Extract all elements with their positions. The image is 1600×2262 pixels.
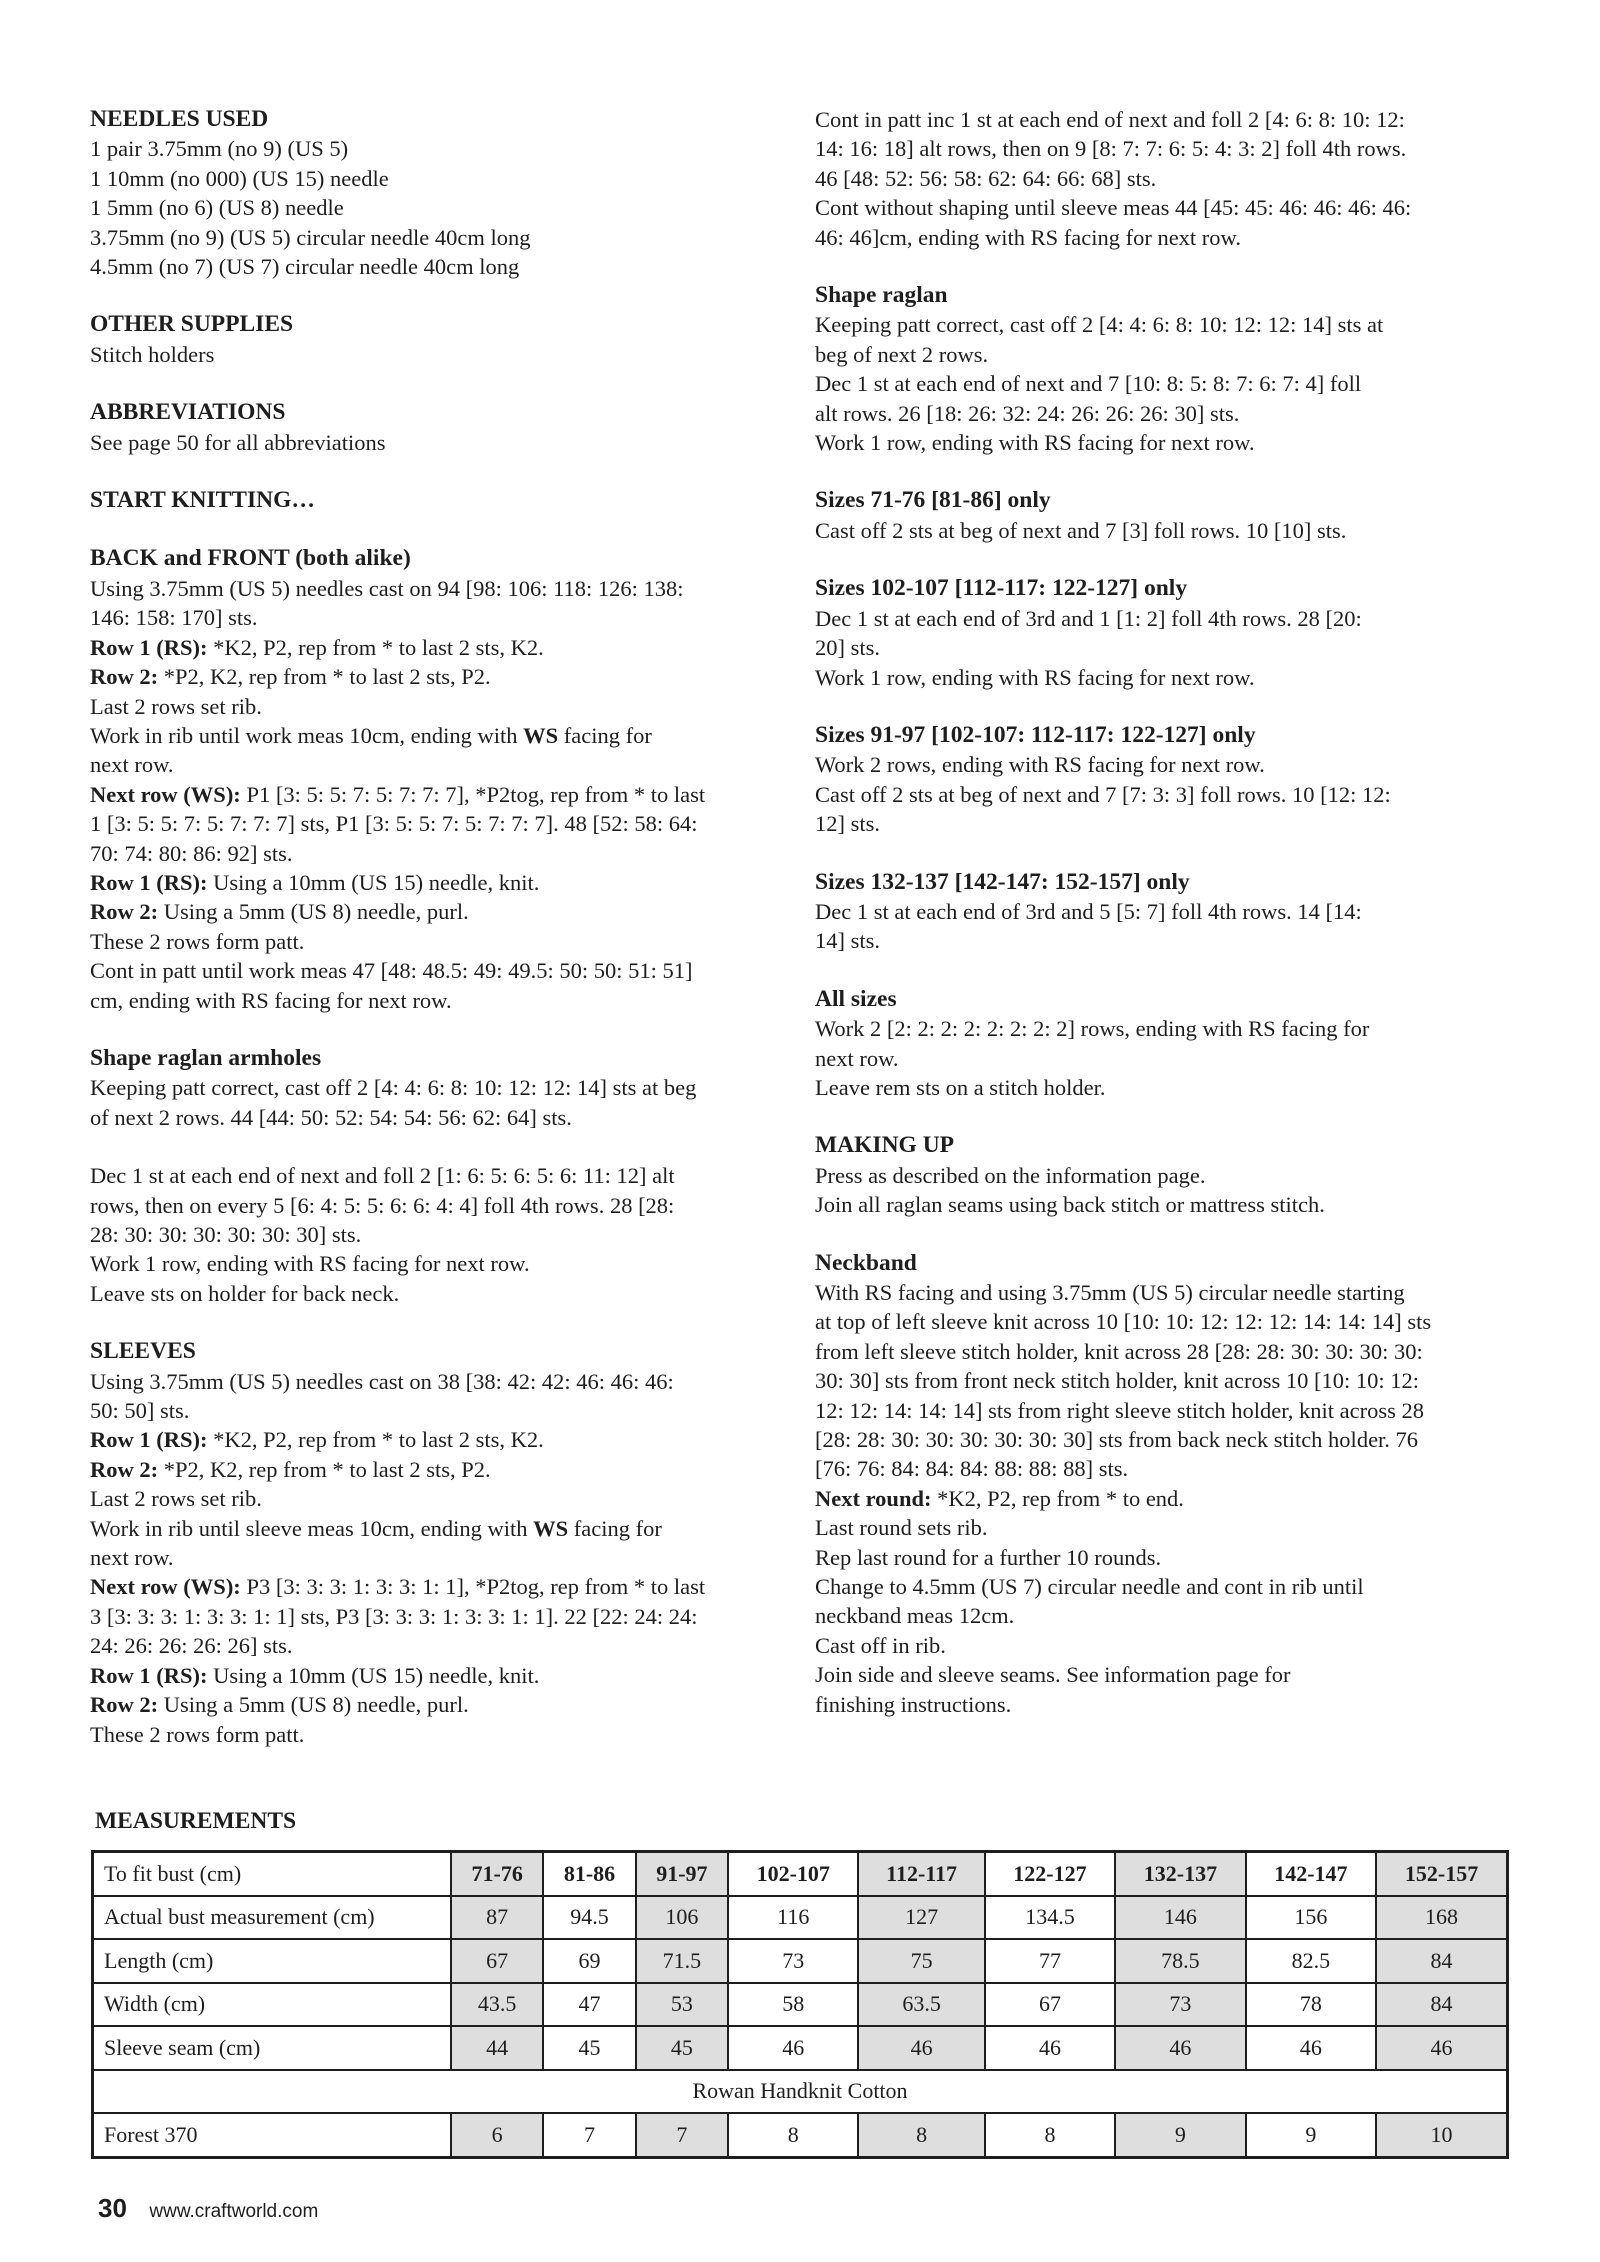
value-cell: 73: [728, 1939, 858, 1983]
value-cell: 82.5: [1246, 1939, 1376, 1983]
text-line: Join side and sleeve seams. See information page for: [815, 1662, 1291, 1688]
text-line: Join all raglan seams using back stitch or mattress stitch.: [815, 1192, 1325, 1218]
yarn-amount-row: [93, 2113, 1508, 2157]
yarn-name-row: [93, 2070, 1508, 2114]
size-cell: 152-157: [1376, 1852, 1507, 1896]
section-heading: Shape raglan armholes: [90, 1044, 322, 1071]
text-line: Keeping patt correct, cast off 2 [4: 4: 6: 8: 10: 12: 12: 14] sts at: [815, 312, 1384, 338]
value-cell: 156: [1246, 1896, 1376, 1940]
value-cell: 46: [858, 2026, 984, 2070]
section-heading: BACK and FRONT (both alike): [90, 545, 411, 572]
measurements-table: [91, 1850, 1509, 2159]
section: [90, 105, 790, 281]
value-cell: 53: [636, 1983, 728, 2027]
text-line: 24: 26: 26: 26: 26] sts.: [90, 1633, 293, 1659]
text-line: 14] sts.: [815, 928, 881, 954]
value-cell: 58: [728, 1983, 858, 2027]
text-line: Rep last round for a further 10 rounds.: [815, 1544, 1162, 1570]
section: [90, 544, 790, 1015]
text-line: These 2 rows form patt.: [90, 928, 305, 954]
section: [90, 1161, 790, 1308]
text-line: next row.: [90, 1545, 174, 1571]
text-line: See page 50 for all abbreviations: [90, 429, 386, 455]
text-line: from left sleeve stitch holder, knit across 28 [28: 28: 30: 30: 30: 30:: [815, 1338, 1423, 1364]
yarn-name: Rowan Handknit Cotton: [93, 2070, 1508, 2114]
text-line: 146: 158: 170] sts.: [90, 605, 258, 631]
value-cell: 46: [728, 2026, 858, 2070]
text-line: 46: 46]cm, ending with RS facing for next row.: [815, 224, 1241, 250]
row-label: To fit bust (cm): [93, 1852, 452, 1896]
value-cell: 6: [451, 2113, 543, 2157]
text-line: Work 2 rows, ending with RS facing for next row.: [815, 752, 1265, 778]
text-line: Using 3.75mm (US 5) needles cast on 38 [38: 42: 42: 46: 46: 46:: [90, 1368, 674, 1394]
value-cell: 69: [543, 1939, 635, 1983]
value-cell: 9: [1115, 2113, 1245, 2157]
text-line: next row.: [90, 752, 174, 778]
text-line: These 2 rows form patt.: [90, 1721, 305, 1747]
value-cell: 77: [985, 1939, 1115, 1983]
value-cell: 45: [636, 2026, 728, 2070]
section-heading: MAKING UP: [815, 1132, 955, 1159]
text-line: Row 1 (RS): Using a 10mm (US 15) needle, knit.: [90, 1662, 540, 1688]
text-line: 30: 30] sts from front neck stitch holder, knit across 10 [10: 10: 12:: [815, 1368, 1420, 1394]
text-line: 3 [3: 3: 3: 1: 3: 3: 1: 1] sts, P3 [3: 3: 3: 1: 3: 3: 1: 1]. 22 [22: 24: 24:: [90, 1603, 698, 1629]
size-cell: 71-76: [451, 1852, 543, 1896]
text-line: 1 [3: 5: 5: 7: 5: 7: 7: 7] sts, P1 [3: 5: 5: 7: 5: 7: 7: 7]. 48 [52: 58: 64:: [90, 811, 698, 837]
size-cell: 81-86: [543, 1852, 635, 1896]
page-number: 30: [98, 2193, 127, 2223]
row-label: Actual bust measurement (cm): [93, 1896, 452, 1940]
section-heading: Sizes 132-137 [142-147: 152-157] only: [815, 868, 1190, 895]
text-line: Cont in patt inc 1 st at each end of next and foll 2 [4: 6: 8: 10: 12:: [815, 107, 1405, 132]
text-line: finishing instructions.: [815, 1691, 1012, 1717]
size-cell: 132-137: [1115, 1852, 1245, 1896]
right-column: [815, 105, 1515, 1748]
value-cell: 46: [985, 2026, 1115, 2070]
text-line: neckband meas 12cm.: [815, 1603, 1015, 1629]
value-cell: 106: [636, 1896, 728, 1940]
text-line: at top of left sleeve knit across 10 [10: 10: 12: 12: 12: 14: 14: 14] sts: [815, 1309, 1432, 1335]
text-line: Row 1 (RS): Using a 10mm (US 15) needle, knit.: [90, 869, 540, 895]
value-cell: 44: [451, 2026, 543, 2070]
text-line: of next 2 rows. 44 [44: 50: 52: 54: 54: 56: 62: 64] sts.: [90, 1104, 572, 1130]
text-line: Row 1 (RS): *K2, P2, rep from * to last 2 sts, K2.: [90, 634, 544, 660]
section-heading: NEEDLES USED: [90, 106, 269, 132]
size-cell: 122-127: [985, 1852, 1115, 1896]
value-cell: 127: [858, 1896, 984, 1940]
text-line: Next round: *K2, P2, rep from * to end.: [815, 1485, 1184, 1511]
value-cell: 67: [985, 1983, 1115, 2027]
size-header-row: [93, 1852, 1508, 1896]
size-cell: 142-147: [1246, 1852, 1376, 1896]
text-line: 3.75mm (no 9) (US 5) circular needle 40cm long: [90, 224, 531, 250]
text-line: 4.5mm (no 7) (US 7) circular needle 40cm long: [90, 254, 520, 280]
left-column: [90, 105, 790, 1778]
value-cell: 9: [1246, 2113, 1376, 2157]
section-heading: Neckband: [815, 1249, 917, 1276]
size-cell: 102-107: [728, 1852, 858, 1896]
value-cell: 71.5: [636, 1939, 728, 1983]
value-cell: 84: [1376, 1983, 1507, 2027]
text-line: Last round sets rib.: [815, 1515, 988, 1541]
row-label: Sleeve seam (cm): [93, 2026, 452, 2070]
text-line: next row.: [815, 1045, 899, 1071]
value-cell: 116: [728, 1896, 858, 1940]
value-cell: 8: [728, 2113, 858, 2157]
text-line: Row 1 (RS): *K2, P2, rep from * to last 2 sts, K2.: [90, 1427, 544, 1453]
text-line: Dec 1 st at each end of next and 7 [10: 8: 5: 8: 7: 6: 7: 4] foll: [815, 371, 1362, 397]
value-cell: 134.5: [985, 1896, 1115, 1940]
text-line: Keeping patt correct, cast off 2 [4: 4: 6: 8: 10: 12: 12: 14] sts at beg: [90, 1075, 697, 1101]
section: [90, 1337, 790, 1749]
text-line: Work in rib until sleeve meas 10cm, ending with WS facing for: [90, 1515, 662, 1541]
value-cell: 8: [985, 2113, 1115, 2157]
section-heading: ABBREVIATIONS: [90, 399, 286, 426]
value-cell: 47: [543, 1983, 635, 2027]
value-cell: 73: [1115, 1983, 1245, 2027]
text-line: With RS facing and using 3.75mm (US 5) circular needle starting: [815, 1280, 1405, 1305]
value-cell: 78.5: [1115, 1939, 1245, 1983]
text-line: Last 2 rows set rib.: [90, 1486, 262, 1512]
row-label: Length (cm): [93, 1939, 452, 1983]
section-heading: Sizes 91-97 [102-107: 112-117: 122-127] only: [815, 721, 1256, 748]
text-line: 12] sts.: [815, 811, 881, 837]
value-cell: 78: [1246, 1983, 1376, 2027]
text-line: Dec 1 st at each end of 3rd and 5 [5: 7] foll 4th rows. 14 [14:: [815, 898, 1362, 924]
section: [815, 105, 1515, 252]
section: [815, 721, 1515, 839]
text-line: 1 5mm (no 6) (US 8) needle: [90, 195, 344, 221]
text-line: [76: 76: 84: 84: 84: 88: 88: 88] sts.: [815, 1456, 1129, 1482]
text-line: 70: 74: 80: 86: 92] sts.: [90, 840, 293, 866]
section-heading: Sizes 71-76 [81-86] only: [815, 487, 1051, 514]
section-heading: Shape raglan: [815, 282, 948, 309]
row-label: Width (cm): [93, 1983, 452, 2027]
text-line: Row 2: *P2, K2, rep from * to last 2 sts, P2.: [90, 1456, 491, 1482]
text-line: Leave sts on holder for back neck.: [90, 1280, 400, 1306]
text-line: Press as described on the information page.: [815, 1162, 1206, 1188]
size-cell: 112-117: [858, 1852, 984, 1896]
text-line: cm, ending with RS facing for next row.: [90, 987, 452, 1013]
text-line: 46 [48: 52: 56: 58: 62: 64: 66: 68] sts.: [815, 165, 1157, 191]
section: [815, 574, 1515, 692]
section: [815, 486, 1515, 545]
size-cell: 91-97: [636, 1852, 728, 1896]
text-line: Cast off 2 sts at beg of next and 7 [7: 3: 3] foll rows. 10 [12: 12:: [815, 781, 1391, 807]
text-line: rows, then on every 5 [6: 4: 5: 5: 6: 6: 4: 4] foll 4th rows. 28 [28:: [90, 1192, 675, 1218]
text-line: Row 2: Using a 5mm (US 8) needle, purl.: [90, 1692, 469, 1718]
text-line: Row 2: Using a 5mm (US 8) needle, purl.: [90, 899, 469, 925]
measurement-row: [93, 1983, 1508, 2027]
text-line: Using 3.75mm (US 5) needles cast on 94 [98: 106: 118: 126: 138:: [90, 575, 684, 601]
measurements-title: MEASUREMENTS: [95, 1808, 297, 1834]
section: [815, 868, 1515, 956]
text-line: Last 2 rows set rib.: [90, 693, 262, 719]
text-line: alt rows. 26 [18: 26: 32: 24: 26: 26: 26: 30] sts.: [815, 400, 1240, 426]
value-cell: 8: [858, 2113, 984, 2157]
text-line: Dec 1 st at each end of next and foll 2 [1: 6: 5: 6: 5: 6: 11: 12] alt: [90, 1163, 675, 1189]
value-cell: 46: [1376, 2026, 1507, 2070]
row-label: Forest 370: [93, 2113, 452, 2157]
text-line: 1 10mm (no 000) (US 15) needle: [90, 165, 389, 191]
text-line: 28: 30: 30: 30: 30: 30: 30] sts.: [90, 1222, 362, 1247]
page-footer: [98, 2193, 318, 2224]
value-cell: 7: [543, 2113, 635, 2157]
text-line: Work 2 [2: 2: 2: 2: 2: 2: 2: 2] rows, ending with RS facing for: [815, 1016, 1370, 1042]
text-line: 50: 50] sts.: [90, 1398, 190, 1424]
value-cell: 7: [636, 2113, 728, 2157]
text-line: beg of next 2 rows.: [815, 341, 989, 367]
text-line: Cast off in rib.: [815, 1632, 946, 1658]
section-heading: All sizes: [815, 985, 897, 1012]
text-line: [28: 28: 30: 30: 30: 30: 30: 30] sts from back neck stitch holder. 76: [815, 1427, 1419, 1453]
value-cell: 146: [1115, 1896, 1245, 1940]
section-heading: SLEEVES: [90, 1338, 196, 1365]
measurement-row: [93, 2026, 1508, 2070]
text-line: Next row (WS): P3 [3: 3: 3: 1: 3: 3: 1: 1], *P2tog, rep from * to last: [90, 1574, 706, 1600]
text-line: Row 2: *P2, K2, rep from * to last 2 sts, P2.: [90, 664, 491, 690]
text-line: Work 1 row, ending with RS facing for next row.: [815, 664, 1255, 690]
section: [815, 1131, 1515, 1219]
section-heading: Sizes 102-107 [112-117: 122-127] only: [815, 575, 1188, 602]
text-line: 1 pair 3.75mm (no 9) (US 5): [90, 136, 349, 162]
value-cell: 46: [1115, 2026, 1245, 2070]
text-line: Dec 1 st at each end of 3rd and 1 [1: 2] foll 4th rows. 28 [20:: [815, 605, 1362, 631]
value-cell: 10: [1376, 2113, 1507, 2157]
value-cell: 46: [1246, 2026, 1376, 2070]
section: [90, 1044, 790, 1132]
section-heading: OTHER SUPPLIES: [90, 311, 294, 338]
text-line: Next row (WS): P1 [3: 5: 5: 7: 5: 7: 7: 7], *P2tog, rep from * to last: [90, 781, 706, 807]
text-line: Change to 4.5mm (US 7) circular needle and cont in rib until: [815, 1574, 1364, 1600]
website-url[interactable]: www.craftworld.com: [149, 2201, 319, 2222]
value-cell: 75: [858, 1939, 984, 1983]
value-cell: 94.5: [543, 1896, 635, 1940]
section: [815, 985, 1515, 1103]
value-cell: 63.5: [858, 1983, 984, 2027]
text-line: Cont in patt until work meas 47 [48: 48.5: 49: 49.5: 50: 50: 51: 51]: [90, 958, 693, 984]
measurement-row: [93, 1896, 1508, 1940]
section-heading: START KNITTING…: [90, 487, 315, 514]
section: [90, 398, 790, 457]
value-cell: 168: [1376, 1896, 1507, 1940]
value-cell: 87: [451, 1896, 543, 1940]
value-cell: 43.5: [451, 1983, 543, 2027]
text-line: 14: 16: 18] alt rows, then on 9 [8: 7: 7: 6: 5: 4: 3: 2] foll 4th rows.: [815, 136, 1407, 162]
text-line: 20] sts.: [815, 635, 881, 661]
text-line: Work 1 row, ending with RS facing for next row.: [90, 1251, 530, 1277]
text-line: Work in rib until work meas 10cm, ending with WS facing for: [90, 722, 652, 748]
measurement-row: [93, 1939, 1508, 1983]
section: [90, 310, 790, 369]
section: [90, 486, 790, 515]
section: [815, 281, 1515, 457]
value-cell: 67: [451, 1939, 543, 1983]
text-line: 12: 12: 14: 14: 14] sts from right sleeve stitch holder, knit across 28: [815, 1397, 1425, 1423]
text-line: Work 1 row, ending with RS facing for next row.: [815, 430, 1255, 456]
text-line: Cast off 2 sts at beg of next and 7 [3] foll rows. 10 [10] sts.: [815, 517, 1347, 543]
value-cell: 45: [543, 2026, 635, 2070]
value-cell: 84: [1376, 1939, 1507, 1983]
section: [815, 1249, 1515, 1720]
text-line: Cont without shaping until sleeve meas 44 [45: 45: 46: 46: 46: 46:: [815, 195, 1412, 221]
text-line: Leave rem sts on a stitch holder.: [815, 1074, 1106, 1100]
text-line: Stitch holders: [90, 341, 215, 367]
